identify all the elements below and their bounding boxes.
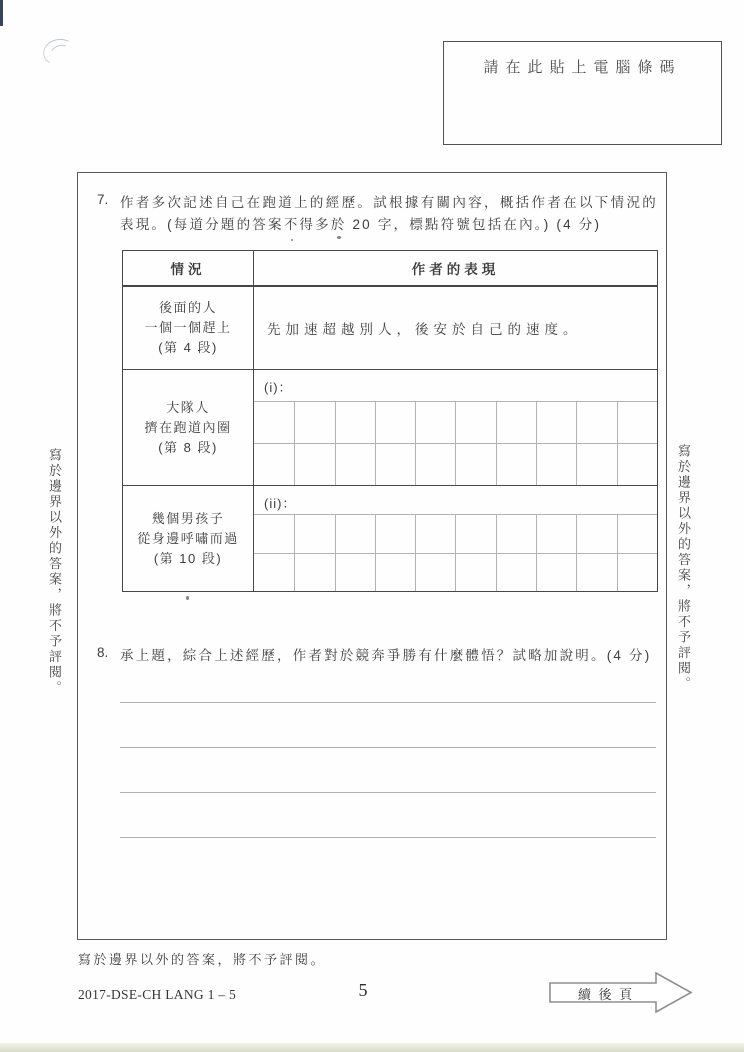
answer-grid-cell (536, 443, 576, 485)
answer-grid-cell (536, 553, 576, 592)
situation-line: 大隊人 (166, 399, 210, 415)
situation-line: (第 10 段) (153, 550, 223, 566)
scan-bottom-edge (0, 1043, 744, 1052)
answer-grid-cell (415, 514, 455, 553)
answer-line (120, 793, 656, 838)
table-row-answer (253, 485, 657, 591)
answer-grid-cell (455, 401, 495, 443)
situation-line: 從身邊呼嘯而過 (137, 530, 239, 546)
answer-grid-cell (375, 443, 415, 485)
answer-grid-cell (415, 553, 455, 592)
answer-grid-cell (455, 553, 495, 592)
answer-grid-cell (294, 514, 334, 553)
answer-part-label: (i)： (264, 380, 293, 395)
answer-grid-cell (335, 443, 375, 485)
barcode-box (443, 41, 722, 145)
answer-grid-cell (576, 514, 616, 553)
margin-warning-left: 寫於邊界以外的答案，將不予評閱。 (47, 448, 62, 696)
answer-grid-cell (496, 553, 536, 592)
situation-line: 擠在跑道內圈 (144, 419, 232, 435)
answer-grid-cell (335, 401, 375, 443)
answer-character-grid (254, 401, 657, 485)
answer-grid-cell (254, 401, 294, 443)
answer-grid-cell (294, 443, 334, 485)
answer-grid-cell (617, 514, 657, 553)
answer-grid-cell (536, 514, 576, 553)
answer-grid-cell (617, 553, 657, 592)
answer-grid-cell (496, 401, 536, 443)
answer-grid-cell (294, 553, 334, 592)
answer-grid-cell (254, 553, 294, 592)
answer-grid-cell (576, 401, 616, 443)
table-row-situation (123, 285, 253, 369)
answer-grid-cell (617, 443, 657, 485)
question8-answer-lines (120, 658, 656, 838)
answer-grid-cell (496, 514, 536, 553)
answer-line (120, 658, 656, 703)
page-number: 5 (358, 980, 368, 1000)
answer-grid-cell (617, 401, 657, 443)
continue-next-page-arrow (548, 970, 694, 1014)
answer-grid-cell (576, 553, 616, 592)
table-row-answer (253, 285, 657, 369)
barcode-box-label: 請在此貼上電腦條碼 (483, 59, 682, 76)
boundary-warning-bottom: 寫於邊界以外的答案，將不予評閱。 (78, 952, 327, 967)
situation-line: (第 8 段) (158, 439, 218, 455)
answer-line (120, 703, 656, 748)
question7-number: 7. (97, 192, 109, 207)
scan-edge-artifact (0, 0, 3, 26)
situation-line: (第 4 段) (158, 340, 218, 355)
question7-text: 作者多次記述自己在跑道上的經歷。試根據有關內容，概括作者在以下情況的表現。(每道分題的答案不得多於 20 字，標點符號包括在內。) (4 分) (120, 195, 658, 232)
question8-text: 承上題，綜合上述經歷，作者對於競奔爭勝有什麼體悟？試略加說明。(4 分) (120, 648, 652, 663)
answer-grid-cell (254, 514, 294, 553)
answer-grid-cell (455, 514, 495, 553)
paper-code: 2017-DSE-CH LANG 1 – 5 (78, 987, 237, 1002)
situation-line: 一個一個趕上 (144, 320, 232, 335)
answer-line (120, 748, 656, 793)
situation-line: 幾個男孩子 (151, 510, 225, 526)
question7-table (122, 250, 658, 592)
answer-grid-cell (455, 443, 495, 485)
answer-grid-cell (496, 443, 536, 485)
question8-number: 8. (97, 645, 109, 660)
table-header-situation: 情況 (170, 262, 206, 277)
answer-part-label: (ii)： (264, 496, 297, 511)
answer-grid-cell (335, 514, 375, 553)
printed-answer-text: 先加速超越別人，後安於自己的速度。 (267, 322, 582, 337)
answer-grid-cell (576, 443, 616, 485)
answer-grid-cell (415, 401, 455, 443)
table-row-situation (123, 369, 253, 485)
answer-grid-cell (254, 443, 294, 485)
answer-grid-cell (375, 514, 415, 553)
answer-grid-cell (375, 553, 415, 592)
continue-next-page-label: 續 後 頁 (577, 987, 635, 1002)
margin-warning-right: 寫於邊界以外的答案，將不予評閱。 (676, 444, 691, 692)
answer-character-grid (254, 514, 657, 591)
table-row-situation (123, 485, 253, 591)
table-row-answer (253, 369, 657, 485)
answer-grid-cell (375, 401, 415, 443)
answer-grid-cell (335, 553, 375, 592)
answer-grid-cell (294, 401, 334, 443)
situation-line: 後面的人 (158, 300, 217, 315)
answer-grid-cell (415, 443, 455, 485)
table-header-performance: 作者的表現 (253, 251, 657, 285)
answer-grid-cell (536, 401, 576, 443)
